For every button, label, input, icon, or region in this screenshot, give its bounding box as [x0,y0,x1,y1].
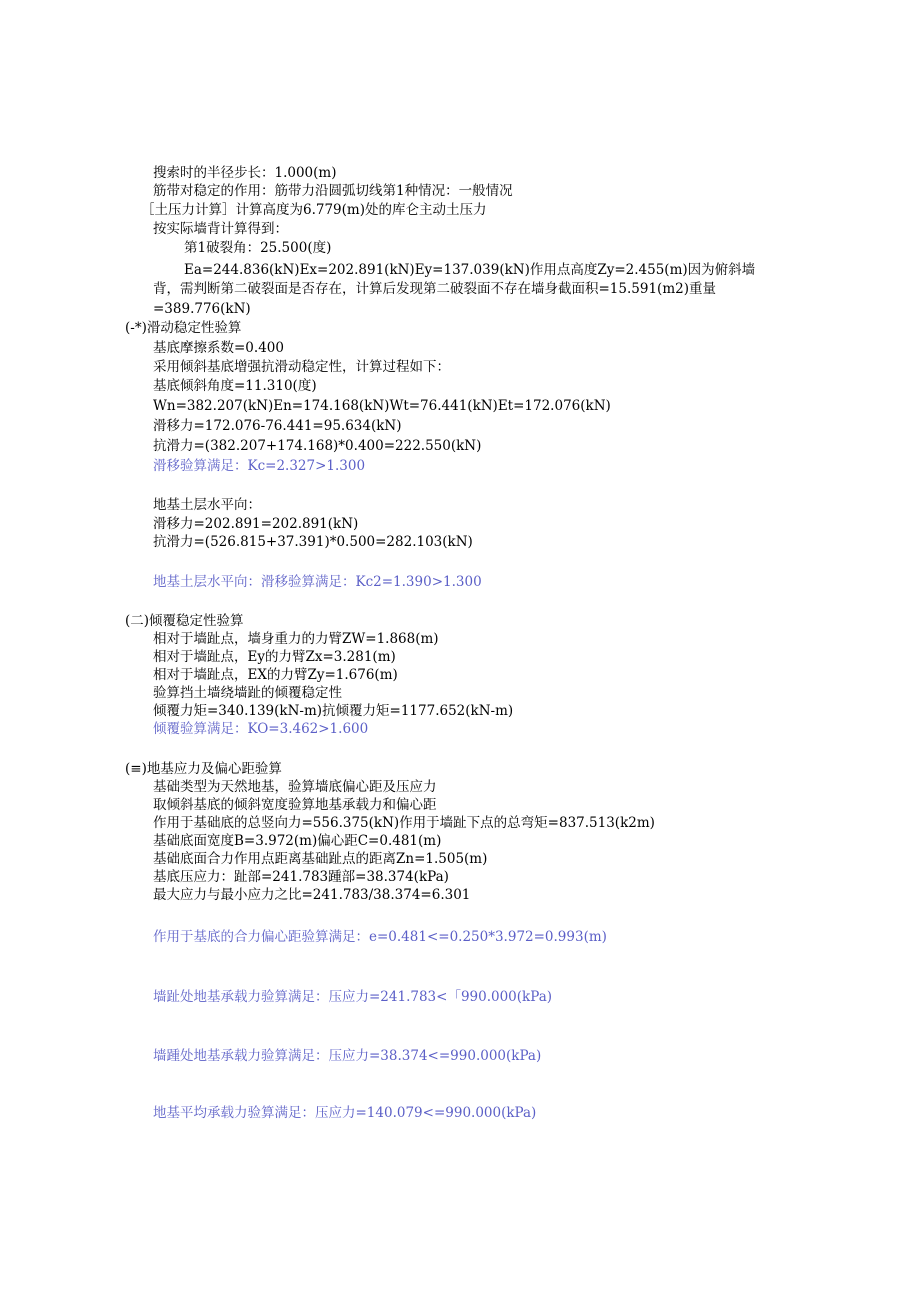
text-line: 抗滑力=(526.815+37.391)*0.500=282.103(kN) [153,534,473,550]
text-line: 验算挡土墙绕墙趾的倾覆稳定性 [153,685,342,701]
text-line: 搜索时的半径步长：1.000(m) [153,165,337,181]
result-line: 墙踵处地基承载力验算满足：压应力=38.374<=990.000(kPa) [153,1048,542,1064]
text-line: 采用倾斜基底增强抗滑动稳定性，计算过程如下： [153,359,450,375]
text-line: 基底倾斜角度=11.310(度) [153,378,317,394]
text-line: 相对于墙趾点，Ey的力臂Zx=3.281(m) [153,649,396,665]
text-line: 筋带对稳定的作用：筋带力沿圆弧切线第1种情况：一般情况 [153,183,513,199]
text-line: 按实际墙背计算得到： [153,221,288,237]
text-line: 第1破裂角：25.500(度) [184,240,332,256]
text-line: 相对于墙趾点，墙身重力的力臂ZW=1.868(m) [153,631,439,647]
result-line: 作用于基底的合力偏心距验算满足：e=0.481<=0.250*3.972=0.993(m) [153,929,607,945]
text-line: 作用于基础底的总竖向力=556.375(kN)作用于墙趾下点的总弯矩=837.513(k2m) [153,815,655,831]
text-line: 倾覆力矩=340.139(kN-m)抗倾覆力矩=1177.652(kN-m) [153,703,514,719]
section-heading: ［土压力计算］计算高度为6.779(m)处的库仑主动土压力 [141,202,487,218]
text-line: 取倾斜基底的倾斜宽度验算地基承载力和偏心距 [153,797,437,813]
text-line: 抗滑力=(382.207+174.168)*0.400=222.550(kN) [153,438,482,454]
text-line: Ea=244.836(kN)Ex=202.891(kN)Ey=137.039(kN)作用点高度Zy=2.455(m)因为俯斜墙 [184,262,756,278]
text-line: 基础类型为天然地基，验算墙底偏心距及压应力 [153,779,437,795]
text-line: 基础底面宽度B=3.972(m)偏心距C=0.481(m) [153,833,442,849]
result-line: 滑移验算满足：Kc=2.327>1.300 [153,458,366,474]
text-line: 基底摩擦系数=0.400 [153,340,284,356]
text-line: =389.776(kN) [153,301,251,317]
text-line: 相对于墙趾点，EX的力臂Zy=1.676(m) [153,667,398,683]
result-line: 地基平均承载力验算满足：压应力=140.079<=990.000(kPa) [153,1105,537,1121]
text-line: Wn=382.207(kN)En=174.168(kN)Wt=76.441(kN)Et=172.076(kN) [153,398,611,414]
text-line: 背，需判断第二破裂面是否存在，计算后发现第二破裂面不存在墙身截面积=15.591(m2)重量 [153,281,716,297]
text-line: 最大应力与最小应力之比=241.783/38.374=6.301 [153,887,471,903]
section-heading: (-*)滑动稳定性验算 [125,320,242,336]
text-line: 滑移力=202.891=202.891(kN) [153,516,359,532]
text-line: 地基土层水平向： [153,497,261,513]
result-line: 倾覆验算满足：KO=3.462>1.600 [153,721,369,737]
result-line: 墙趾处地基承载力验算满足：压应力=241.783<「990.000(kPa) [153,989,553,1005]
text-line: 滑移力=172.076-76.441=95.634(kN) [153,418,402,434]
text-line: 基础底面合力作用点距离基础趾点的距离Zn=1.505(m) [153,851,488,867]
result-line: 地基土层水平向：滑移验算满足：Kc2=1.390>1.300 [153,574,482,590]
section-heading: (二)倾覆稳定性验算 [125,613,244,629]
text-line: 基底压应力：趾部=241.783踵部=38.374(kPa) [153,869,449,885]
section-heading: (≡)地基应力及偏心距验算 [125,761,282,777]
